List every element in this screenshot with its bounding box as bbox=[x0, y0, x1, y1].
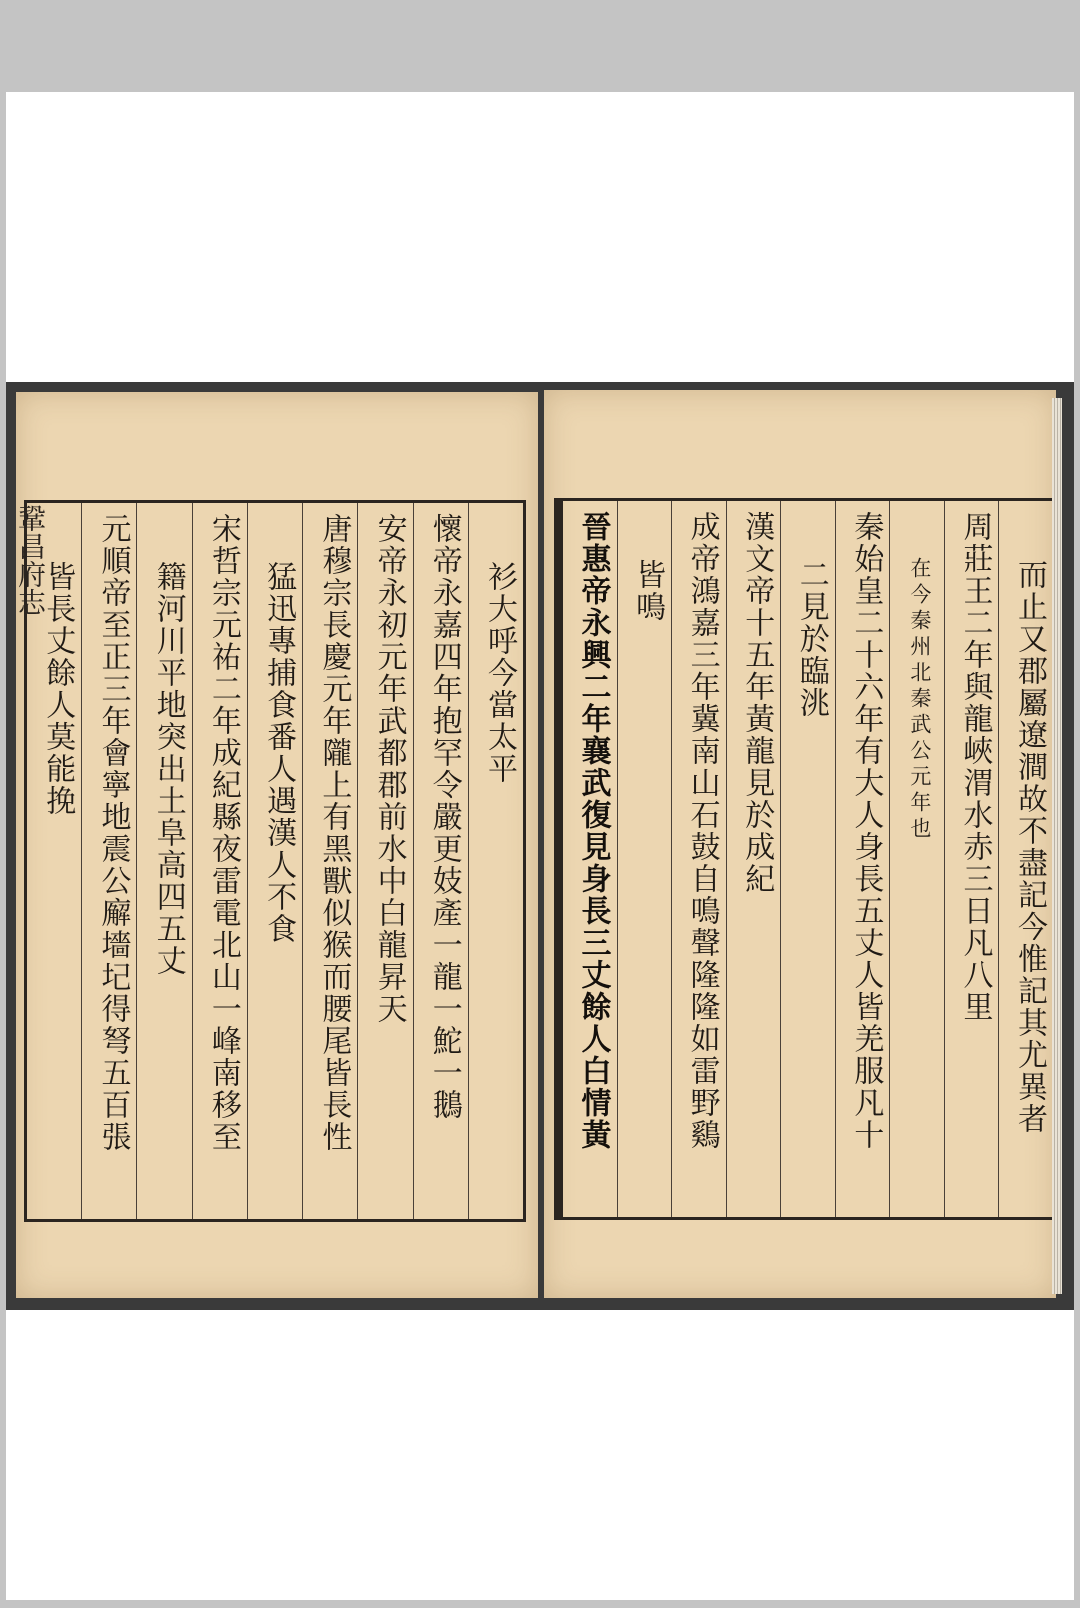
right-page-frame bbox=[554, 498, 1056, 1220]
left-page bbox=[16, 392, 538, 1298]
image-viewer bbox=[6, 92, 1074, 1600]
right-page-column-7: 成帝鴻嘉三年冀南山石鼓自鳴聲隆隆如雷野鷄 bbox=[671, 501, 726, 1217]
book-scan bbox=[6, 382, 1074, 1310]
right-page-column-6: 漢文帝十五年黃龍見於成紀 bbox=[726, 501, 781, 1217]
left-page-column-5: 猛迅專捕食番人遇漢人不食 bbox=[247, 503, 302, 1219]
right-page-columns bbox=[563, 501, 1053, 1217]
left-page-column-6: 宋哲宗元祐二年成紀縣夜雷電北山一峰南移至 bbox=[192, 503, 247, 1219]
right-page bbox=[544, 390, 1056, 1298]
left-page-column-3: 安帝永初元年武都郡前水中白龍昇天 bbox=[357, 503, 412, 1219]
left-page-columns bbox=[27, 503, 523, 1219]
left-page-column-7: 籍河川平地突出土阜高四五丈 bbox=[136, 503, 191, 1219]
left-page-column-2: 懷帝永嘉四年抱罕令嚴更妓產一龍一鮀一鵝 bbox=[413, 503, 468, 1219]
left-page-column-4: 唐穆宗長慶元年隴上有黑獸似猴而腰尾皆長性 bbox=[302, 503, 357, 1219]
right-page-column-9: 晉惠帝永興二年襄武復見身長三丈餘人白情黃 bbox=[575, 511, 611, 1151]
right-page-column-8: 皆鳴 bbox=[617, 501, 672, 1217]
right-page-column-4: 秦始皇二十六年有大人身長五丈人皆羌服凡十 bbox=[835, 501, 890, 1217]
right-page-column-2: 周莊王二年與龍峽渭水赤三日凡八里 bbox=[944, 501, 999, 1217]
right-page-column-1: 而止又郡屬遼澗故不盡記今惟記其尤異者 bbox=[998, 501, 1053, 1217]
left-page-column-1: 衫大呼今當太平 bbox=[468, 503, 523, 1219]
page-margin-title: 鞏昌府志 bbox=[14, 504, 47, 616]
left-page-column-9: 皆長丈餘人莫能挽 bbox=[40, 561, 76, 817]
page-stack-edge bbox=[1052, 398, 1062, 1294]
left-page-frame bbox=[24, 500, 526, 1222]
right-page-column-3: 在今秦州北秦武公元年也 bbox=[889, 501, 944, 1217]
left-page-column-8: 元順帝至正三年會寧地震公廨墻圮得弩五百張 bbox=[81, 503, 136, 1219]
right-page-column-5: 二見於臨洮 bbox=[780, 501, 835, 1217]
